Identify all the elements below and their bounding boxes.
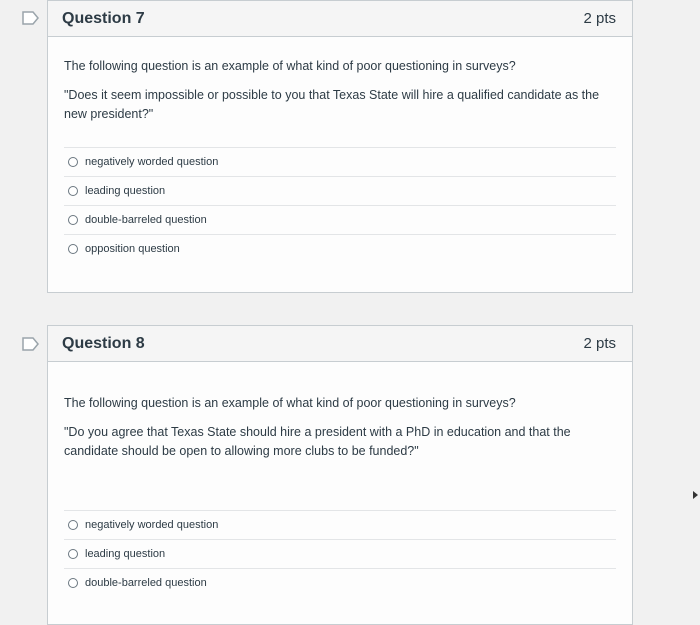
radio-button-icon[interactable] [68,520,78,530]
answer-label[interactable]: double-barreled question [85,576,207,589]
question-8-card [47,325,633,625]
question-prompt: The following question is an example of what kind of poor questioning in surveys? [64,59,516,73]
flag-question-icon[interactable] [22,337,40,351]
radio-button-icon[interactable] [68,244,78,254]
radio-button-icon[interactable] [68,549,78,559]
answer-option[interactable] [64,568,616,597]
question-points: 2 pts [583,335,616,352]
answer-list [64,147,616,263]
answer-label[interactable]: negatively worded question [85,518,219,531]
answer-option[interactable] [64,147,616,176]
answer-label[interactable]: leading question [85,184,166,197]
answer-label[interactable]: negatively worded question [85,155,219,168]
radio-button-icon[interactable] [68,186,78,196]
radio-button-icon[interactable] [68,578,78,588]
question-quote: "Does it seem impossible or possible to you that Texas State will hire a qualified candidate as the new president?" [64,87,600,122]
question-points: 2 pts [583,10,616,27]
question-quote: "Do you agree that Texas State should hire a president with a PhD in education and that the candidate should be open to allowing more clubs to be funded?" [64,424,571,459]
question-header [48,1,632,37]
cursor-arrow-icon [693,491,698,499]
question-header [48,326,632,362]
answer-option[interactable] [64,205,616,234]
question-title: Question 7 [62,9,145,27]
answer-label[interactable]: double-barreled question [85,213,207,226]
question-prompt: The following question is an example of what kind of poor questioning in surveys? [64,396,516,410]
answer-label[interactable]: leading question [85,547,166,560]
answer-option[interactable] [64,539,616,568]
answer-list [64,510,616,597]
answer-option[interactable] [64,510,616,539]
question-title: Question 8 [62,334,145,352]
question-7-card [47,0,633,293]
answer-option[interactable] [64,176,616,205]
radio-button-icon[interactable] [68,157,78,167]
flag-question-icon[interactable] [22,11,40,25]
radio-button-icon[interactable] [68,215,78,225]
answer-label[interactable]: opposition question [85,242,180,255]
answer-option[interactable] [64,234,616,263]
